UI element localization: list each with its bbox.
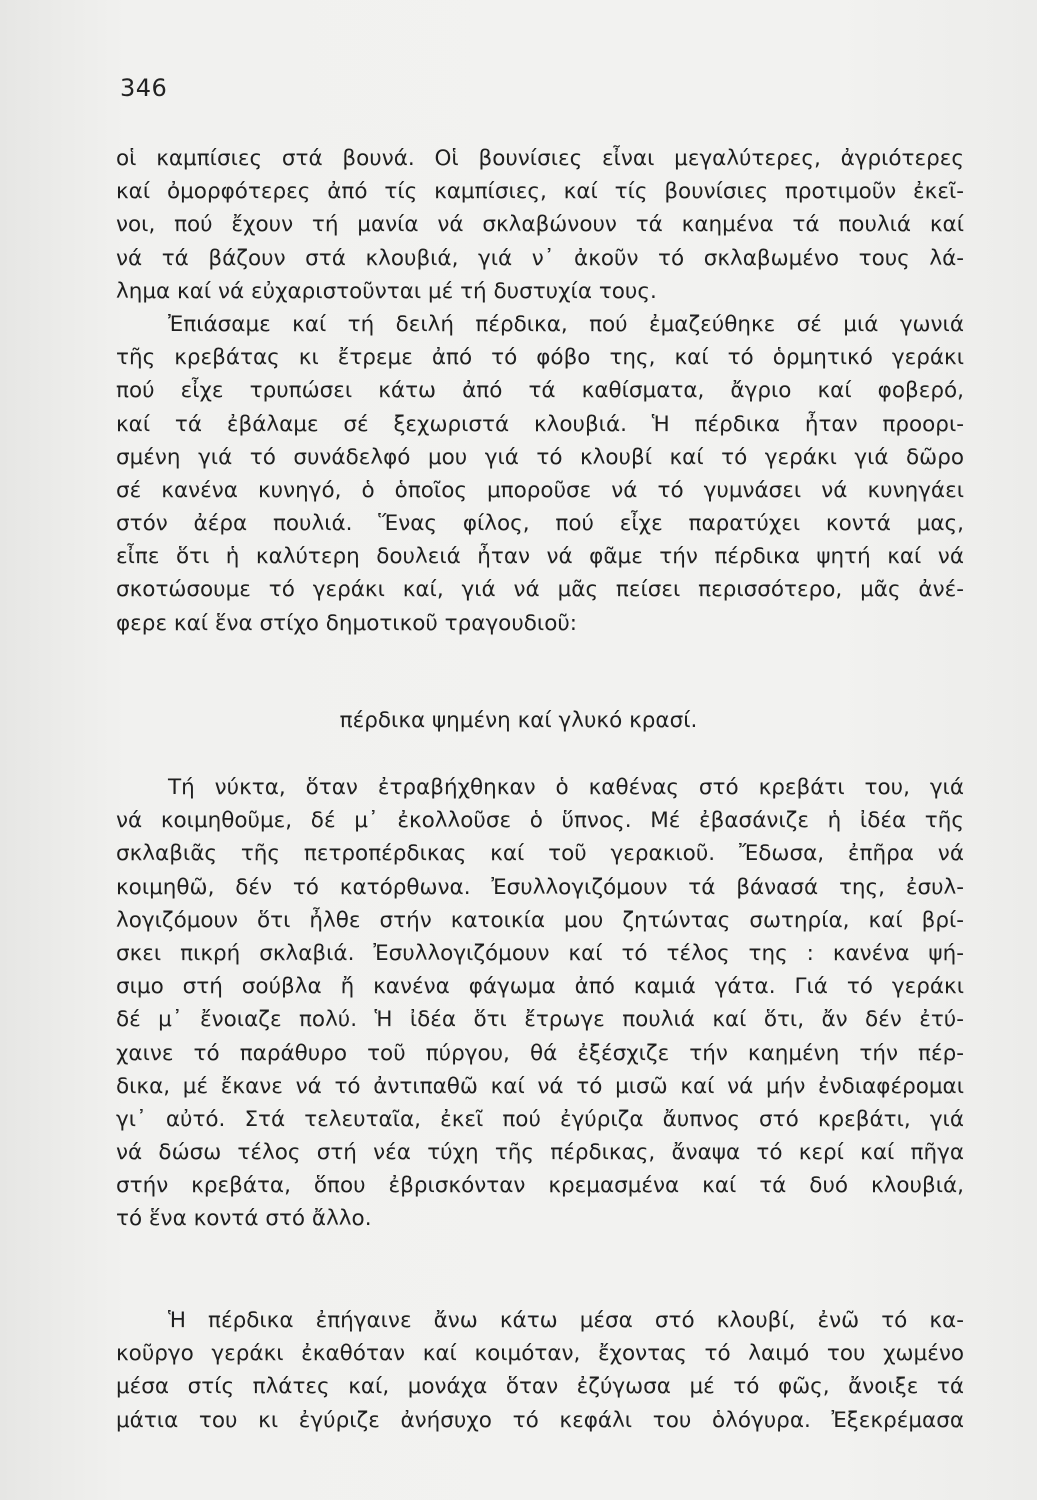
- text-line: Ἡ πέρδικα ἐπήγαινε ἄνω κάτω μέσα στό κλουβί, ἐνῶ τό κα-: [168, 1308, 964, 1333]
- text-line: λογιζόμουν ὅτι ἦλθε στήν κατοικία μου ζητώντας σωτηρία, καί βρί-: [116, 907, 964, 933]
- paragraph-3: [116, 771, 964, 1236]
- text-line: πού εἶχε τρυπώσει κάτω ἀπό τά καθίσματα, ἄγριο καί φοβερό,: [116, 378, 964, 404]
- verse-line: πέρδικα ψημένη καί γλυκό κρασί.: [339, 708, 698, 733]
- text-line: στήν κρεβάτα, ὅπου ἐβρισκόνταν κρεμασμένα καί τά δυό κλουβιά,: [116, 1173, 964, 1199]
- text-line: νά κοιμηθοῦμε, δέ μ᾽ ἐκολλοῦσε ὁ ὕπνος. Μέ ἐβασάνιζε ἡ ἰδέα τῆς: [116, 808, 964, 834]
- text-line: τό ἕνα κοντά στό ἄλλο.: [116, 1206, 372, 1232]
- text-line: εἶπε ὅτι ἡ καλύτερη δουλειά ἦταν νά φᾶμε τήν πέρδικα ψητή καί νά: [116, 544, 964, 570]
- text-line: χαινε τό παράθυρο τοῦ πύργου, θά ἐξέσχιζε τήν καημένη τήν πέρ-: [116, 1040, 964, 1066]
- text-line: δέ μ᾽ ἔνοιαζε πολύ. Ἡ ἰδέα ὅτι ἔτρωγε πουλιά καί ὅτι, ἄν δέν ἐτύ-: [116, 1007, 964, 1033]
- text-line: σκει πικρή σκλαβιά. Ἐσυλλογιζόμουν καί τό τέλος της : κανένα ψή-: [116, 940, 964, 966]
- text-line: Τή νύκτα, ὅταν ἐτραβήχθηκαν ὁ καθένας στό κρεβάτι του, γιά: [168, 775, 964, 800]
- page-number: 346: [120, 74, 168, 102]
- text-line: τῆς κρεβάτας κι ἔτρεμε ἀπό τό φόβο της, καί τό ὁρμητικό γεράκι: [116, 345, 964, 371]
- text-line: νοι, πού ἔχουν τή μανία νά σκλαβώνουν τά καημένα τά πουλιά καί: [116, 212, 964, 238]
- text-line: σκοτώσουμε τό γεράκι καί, γιά νά μᾶς πείσει περισσότερο, μᾶς ἀνέ-: [116, 577, 964, 603]
- text-line: νά δώσω τέλος στή νέα τύχη τῆς πέρδικας, ἄναψα τό κερί καί πῆγα: [116, 1140, 964, 1166]
- text-line: κοῦργο γεράκι ἐκαθόταν καί κοιμόταν, ἔχοντας τό λαιμό του χωμένο: [116, 1341, 964, 1367]
- text-line: φερε καί ἕνα στίχο δημοτικοῦ τραγουδιοῦ:: [116, 610, 578, 636]
- paragraph-1-and-2: [116, 142, 964, 640]
- text-line: καί ὀμορφότερες ἀπό τίς καμπίσιες, καί τίς βουνίσιες προτιμοῦν ἐκεῖ-: [116, 179, 964, 205]
- text-line: σιμο στή σούβλα ἤ κανένα φάγωμα ἀπό καμιά γάτα. Γιά τό γεράκι: [116, 974, 964, 1000]
- text-line: στόν ἀέρα πουλιά. Ἕνας φίλος, πού εἶχε παρατύχει κοντά μας,: [116, 511, 964, 537]
- text-line: κοιμηθῶ, δέν τό κατόρθωνα. Ἐσυλλογιζόμουν τά βάνασά της, ἐσυλ-: [116, 874, 964, 900]
- text-line: σκλαβιᾶς τῆς πετροπέρδικας καί τοῦ γερακιοῦ. Ἔδωσα, ἐπῆρα νά: [116, 841, 964, 867]
- text-line: οἱ καμπίσιες στά βουνά. Οἱ βουνίσιες εἶναι μεγαλύτερες, ἀγριότερες: [116, 146, 964, 171]
- paragraph-4: [116, 1304, 964, 1437]
- text-line: μάτια του κι ἐγύριζε ἀνήσυχο τό κεφάλι του ὁλόγυρα. Ἐξεκρέμασα: [116, 1407, 964, 1433]
- text-line: σμένη γιά τό συνάδελφό μου γιά τό κλουβί καί τό γεράκι γιά δῶρο: [116, 444, 964, 470]
- text-line: σέ κανένα κυνηγό, ὁ ὁποῖος μποροῦσε νά τό γυμνάσει νά κυνηγάει: [116, 477, 964, 503]
- text-line: δικα, μέ ἔκανε νά τό ἀντιπαθῶ καί νά τό μισῶ καί νά μήν ἐνδιαφέρομαι: [116, 1073, 964, 1099]
- text-line: μέσα στίς πλάτες καί, μονάχα ὅταν ἐζύγωσα μέ τό φῶς, ἄνοιξε τά: [116, 1374, 964, 1400]
- text-line: λημα καί νά εὐχαριστοῦνται μέ τή δυστυχία τους.: [116, 278, 657, 304]
- text-line: γι᾽ αὐτό. Στά τελευταῖα, ἐκεῖ πού ἐγύριζα ἄυπνος στό κρεβάτι, γιά: [116, 1106, 964, 1132]
- text-line: καί τά ἐβάλαμε σέ ξεχωριστά κλουβιά. Ἡ πέρδικα ἦταν προορι-: [116, 411, 964, 437]
- text-line: Ἐπιάσαμε καί τή δειλή πέρδικα, πού ἐμαζεύθηκε σέ μιά γωνιά: [168, 311, 964, 337]
- text-line: νά τά βάζουν στά κλουβιά, γιά ν᾽ ἀκοῦν τό σκλαβωμένο τους λά-: [116, 245, 964, 271]
